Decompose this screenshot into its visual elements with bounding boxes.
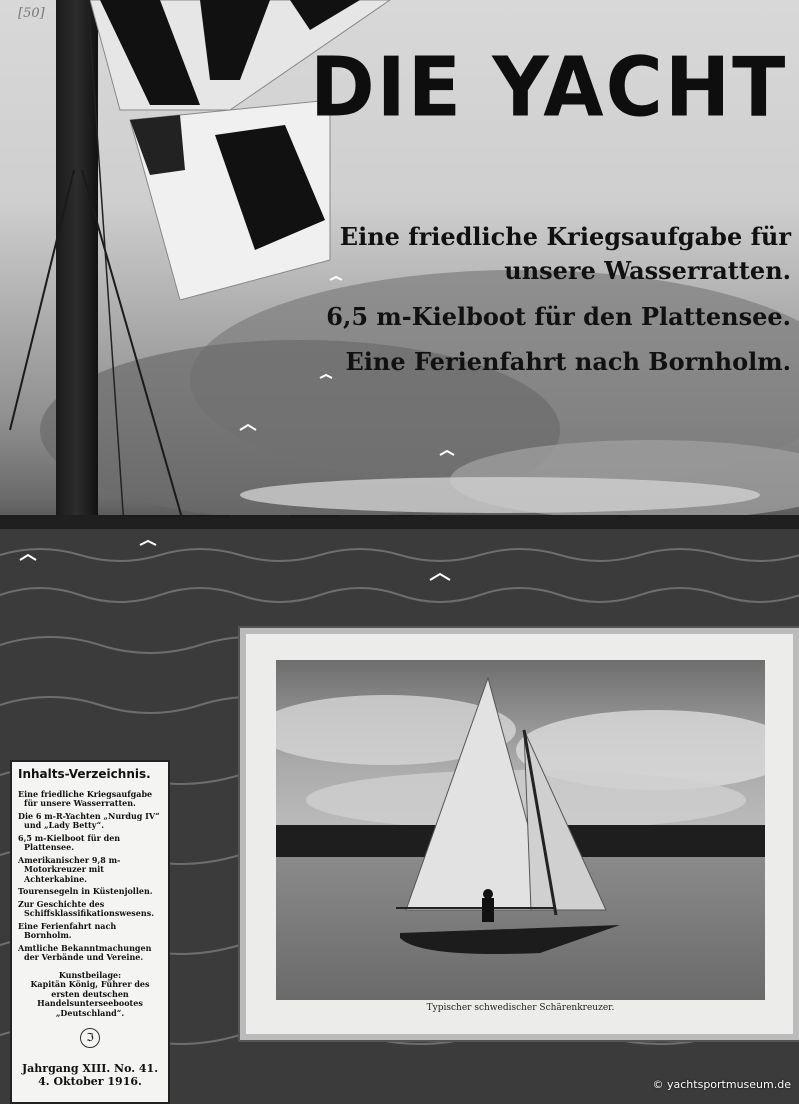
toc-item: Eine friedliche Kriegsaufgabe für unsere Wasserratten. (18, 788, 153, 808)
masthead-title: DIE YACHT (310, 40, 788, 136)
toc-item: Tourensegeln in Küstenjollen. (18, 886, 153, 896)
toc-heading: Inhalts-Verzeichnis. (18, 767, 151, 781)
toc-item: Amtliche Bekanntmachungen der Verbände und Vereine. (18, 942, 152, 962)
publisher-logo-icon: ℑ (80, 1028, 100, 1048)
headline-2: unsere Wasserratten. (504, 256, 791, 285)
toc-item: Zur Geschichte des Schiffsklassifikationswesens. (18, 898, 154, 918)
copyright-credit[interactable]: © yachtsportmuseum.de (652, 1078, 791, 1091)
issue-volume: Jahrgang XIII. No. 41. (21, 1062, 159, 1075)
toc-item: Die 6 m-R-Yachten „Nurdug IV“ und „Lady Betty“. (18, 810, 160, 830)
toc-item: 6,5 m-Kielboot für den Plattensee. (18, 832, 121, 852)
page-mark: [50] (18, 6, 45, 21)
headline-3: 6,5 m-Kielboot für den Plattensee. (326, 302, 791, 331)
headline-1: Eine friedliche Kriegsaufgabe für (339, 222, 791, 251)
issue-date: 4. Oktober 1916. (38, 1075, 142, 1088)
photo-sailboat (276, 660, 765, 1000)
toc-item: Eine Ferienfahrt nach Bornholm. (18, 920, 117, 940)
toc-list (18, 790, 162, 963)
toc-item: Amerikanischer 9,8 m-Motorkreuzer mit Achterkabine. (18, 854, 121, 884)
supplement-heading: Kunstbeilage: (58, 969, 122, 980)
headline-4: Eine Ferienfahrt nach Bornholm. (345, 347, 791, 376)
supplement-text: Kapitän König, Führer des ersten deutschen Handelsunterseebootes „Deutschland“. (30, 979, 150, 1018)
table-of-contents (10, 760, 170, 1104)
photo-caption: Typischer schwedischer Schärenkreuzer. (426, 1003, 615, 1013)
